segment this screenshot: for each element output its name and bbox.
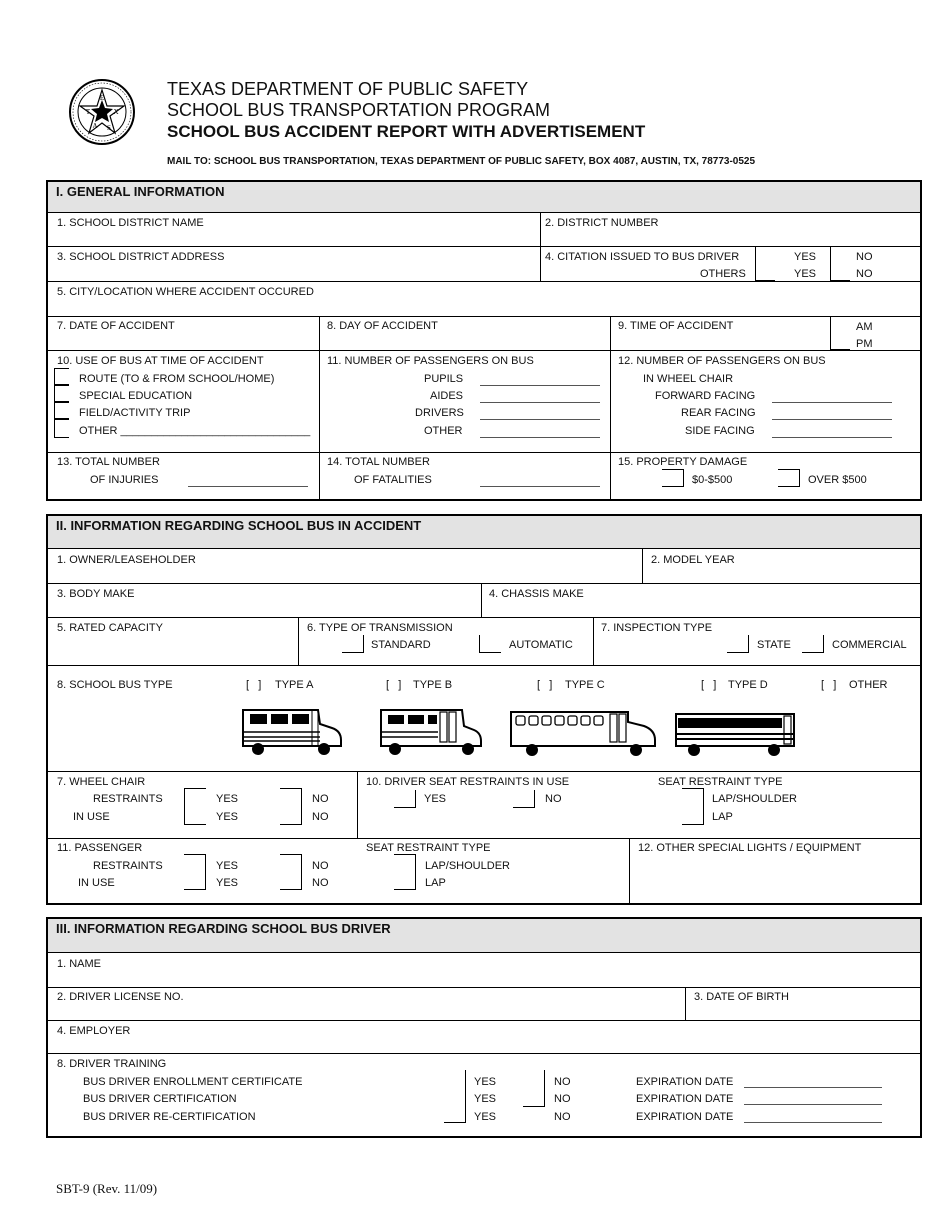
wheelchair-no-checkbox[interactable] [280, 788, 302, 825]
use-other-checkbox[interactable] [54, 419, 69, 438]
section-school-bus [46, 514, 922, 905]
no-label: NO [554, 1111, 571, 1123]
field-citation-issued: 4. CITATION ISSUED TO BUS DRIVER [545, 251, 740, 263]
use-special-education-checkbox[interactable] [54, 385, 69, 402]
field-date-of-accident[interactable]: 7. DATE OF ACCIDENT [57, 320, 175, 332]
passenger-no-checkbox[interactable] [280, 854, 302, 890]
seat-restraint-type-heading: SEAT RESTRAINT TYPE [366, 842, 491, 854]
restraints-label: RESTRAINTS [93, 793, 163, 805]
field-total-fatalities: 14. TOTAL NUMBER [327, 456, 430, 468]
field-wheelchair-passengers: 12. NUMBER OF PASSENGERS ON BUS [618, 355, 826, 367]
side-facing-input[interactable] [772, 437, 892, 438]
yes-label: YES [794, 268, 817, 280]
field-rated-capacity[interactable]: 5. RATED CAPACITY [57, 622, 163, 634]
bus-type-label: TYPE A [275, 679, 314, 691]
field-transmission: 6. TYPE OF TRANSMISSION [307, 622, 453, 634]
bus-type-label: TYPE B [413, 679, 453, 691]
no-label: NO [312, 793, 329, 805]
am-label: AM [856, 321, 873, 333]
driver-seat-no-checkbox[interactable] [513, 790, 535, 808]
wheelchair-subheading: IN WHEEL CHAIR [643, 373, 734, 385]
type-c-checkbox[interactable]: [ ] [537, 679, 553, 691]
expiration-label: EXPIRATION DATE [636, 1076, 734, 1088]
type-b-bus-image [378, 706, 484, 758]
use-option: FIELD/ACTIVITY TRIP [79, 407, 191, 419]
inspection-state-checkbox[interactable] [727, 635, 749, 653]
passenger-seat-type-checkbox[interactable] [394, 854, 416, 890]
inspection-commercial-checkbox[interactable] [802, 635, 824, 653]
type-a-bus-image [240, 706, 344, 758]
no-label: NO [312, 860, 329, 872]
yes-label: YES [216, 860, 239, 872]
use-field-trip-checkbox[interactable] [54, 402, 69, 419]
report-title: SCHOOL BUS ACCIDENT REPORT WITH ADVERTISEMENT [167, 122, 646, 141]
form-number: SBT-9 (Rev. 11/09) [56, 1181, 158, 1196]
pm-label: PM [856, 338, 873, 350]
lap-shoulder-label: LAP/SHOULDER [425, 860, 510, 872]
facing-label: SIDE FACING [685, 425, 755, 437]
field-passenger-restraints: 11. PASSENGER [57, 842, 143, 854]
field-chassis-make[interactable]: 4. CHASSIS MAKE [489, 588, 584, 600]
section-general-information [46, 180, 922, 501]
passenger-category: PUPILS [424, 373, 464, 385]
lap-label: LAP [712, 811, 733, 823]
facing-label: FORWARD FACING [655, 390, 756, 402]
yes-label: YES [794, 251, 817, 263]
injuries-sublabel: OF INJURIES [90, 474, 159, 486]
transmission-option: STANDARD [371, 639, 431, 651]
field-passengers-on-bus: 11. NUMBER OF PASSENGERS ON BUS [327, 355, 534, 367]
transmission-standard-checkbox[interactable] [342, 635, 364, 653]
training-no-checkbox[interactable] [523, 1070, 545, 1107]
seal-letter: X [113, 108, 119, 116]
field-model-year[interactable]: 2. MODEL YEAR [651, 554, 735, 566]
no-label: NO [312, 811, 329, 823]
field-use-of-bus: 10. USE OF BUS AT TIME OF ACCIDENT [57, 355, 264, 367]
field-body-make[interactable]: 3. BODY MAKE [57, 588, 135, 600]
expiration-date-input[interactable] [744, 1122, 882, 1123]
field-date-of-birth[interactable]: 3. DATE OF BIRTH [694, 991, 789, 1003]
section-title: I. GENERAL INFORMATION [56, 184, 225, 199]
pupils-input[interactable] [480, 385, 600, 386]
expiration-date-input[interactable] [744, 1104, 882, 1105]
expiration-date-input[interactable] [744, 1087, 882, 1088]
use-option: SPECIAL EDUCATION [79, 390, 193, 402]
damage-under-500-checkbox[interactable] [662, 469, 684, 487]
lap-label: LAP [425, 877, 446, 889]
fatalities-input[interactable] [480, 486, 600, 487]
in-use-label: IN USE [78, 877, 115, 889]
damage-option: $0-$500 [692, 474, 733, 486]
field-driver-seat-restraints: 10. DRIVER SEAT RESTRAINTS IN USE [366, 776, 570, 788]
type-d-bus-image [674, 710, 800, 758]
other-passengers-input[interactable] [480, 437, 600, 438]
section-title: III. INFORMATION REGARDING SCHOOL BUS DRIVER [56, 921, 391, 936]
training-item: BUS DRIVER ENROLLMENT CERTIFICATE [83, 1076, 303, 1088]
use-option-other[interactable]: OTHER _______________________________ [79, 425, 311, 437]
dps-seal [68, 78, 136, 146]
no-label: NO [554, 1093, 571, 1105]
field-property-damage: 15. PROPERTY DAMAGE [618, 456, 748, 468]
yes-label: YES [216, 811, 239, 823]
passenger-category: DRIVERS [415, 407, 464, 419]
seat-restraint-type-heading: SEAT RESTRAINT TYPE [658, 776, 783, 788]
yes-label: YES [424, 793, 447, 805]
field-wheelchair-restraints: 7. WHEEL CHAIR [57, 776, 146, 788]
no-label: NO [312, 877, 329, 889]
yes-label: YES [474, 1111, 497, 1123]
inspection-option: STATE [757, 639, 791, 651]
passenger-category: AIDES [430, 390, 464, 402]
section-header [48, 919, 920, 953]
no-label: NO [856, 268, 873, 280]
bus-type-label: TYPE C [565, 679, 605, 691]
bus-type-label: OTHER [849, 679, 888, 691]
field-school-district-name[interactable]: 1. SCHOOL DISTRICT NAME [57, 217, 204, 229]
damage-option: OVER $500 [808, 474, 867, 486]
use-option: ROUTE (TO & FROM SCHOOL/HOME) [79, 373, 275, 385]
passenger-category: OTHER [424, 425, 463, 437]
mail-to: MAIL TO: SCHOOL BUS TRANSPORTATION, TEXAS DEPARTMENT OF PUBLIC SAFETY, BOX 4087, AUSTIN, TX, 78773-0525 [167, 156, 756, 167]
seal-letter: E [99, 94, 105, 102]
citation-driver-no-checkbox[interactable] [830, 246, 850, 281]
injuries-input[interactable] [188, 486, 308, 487]
section-header [48, 516, 920, 549]
field-day-of-accident[interactable]: 8. DAY OF ACCIDENT [327, 320, 438, 332]
lap-shoulder-label: LAP/SHOULDER [712, 793, 797, 805]
section-header [48, 182, 920, 213]
field-driver-license[interactable]: 2. DRIVER LICENSE NO. [57, 991, 184, 1003]
forward-facing-input[interactable] [772, 402, 892, 403]
header-agency: TEXAS DEPARTMENT OF PUBLIC SAFETY [167, 79, 529, 99]
seal-letter: T [85, 108, 91, 116]
bus-type-label: TYPE D [728, 679, 768, 691]
field-driver-training: 8. DRIVER TRAINING [57, 1058, 167, 1070]
field-special-lights-equipment[interactable]: 12. OTHER SPECIAL LIGHTS / EQUIPMENT [638, 842, 862, 854]
field-driver-name[interactable]: 1. NAME [57, 958, 102, 970]
citation-others-label: OTHERS [700, 268, 746, 280]
yes-label: YES [474, 1093, 497, 1105]
no-label: NO [545, 793, 562, 805]
seal-letter: A [92, 122, 98, 130]
passenger-yes-checkbox[interactable] [184, 854, 206, 890]
yes-label: YES [474, 1076, 497, 1088]
type-c-bus-image [508, 708, 658, 760]
restraints-label: RESTRAINTS [93, 860, 163, 872]
header-program: SCHOOL BUS TRANSPORTATION PROGRAM [167, 100, 551, 120]
field-school-bus-type: 8. SCHOOL BUS TYPE [57, 679, 173, 691]
in-use-label: IN USE [73, 811, 110, 823]
driver-seat-type-checkbox[interactable] [682, 788, 704, 825]
training-item: BUS DRIVER RE-CERTIFICATION [83, 1111, 256, 1123]
field-employer[interactable]: 4. EMPLOYER [57, 1025, 131, 1037]
rear-facing-input[interactable] [772, 419, 892, 420]
type-d-checkbox[interactable]: [ ] [701, 679, 717, 691]
facing-label: REAR FACING [681, 407, 756, 419]
training-item: BUS DRIVER CERTIFICATION [83, 1093, 237, 1105]
field-total-injuries: 13. TOTAL NUMBER [57, 456, 160, 468]
other-type-checkbox[interactable]: [ ] [821, 679, 837, 691]
expiration-label: EXPIRATION DATE [636, 1111, 734, 1123]
training-yes-checkbox[interactable] [444, 1070, 466, 1123]
type-a-checkbox[interactable]: [ ] [246, 679, 262, 691]
yes-label: YES [216, 877, 239, 889]
section-bus-driver [46, 917, 922, 1138]
aides-input[interactable] [480, 402, 600, 403]
fatalities-sublabel: OF FATALITIES [354, 474, 432, 486]
field-school-district-address[interactable]: 3. SCHOOL DISTRICT ADDRESS [57, 251, 225, 263]
section-title: II. INFORMATION REGARDING SCHOOL BUS IN ACCIDENT [56, 518, 422, 533]
driver-seat-yes-checkbox[interactable] [394, 790, 416, 808]
field-time-of-accident[interactable]: 9. TIME OF ACCIDENT [618, 320, 734, 332]
expiration-label: EXPIRATION DATE [636, 1093, 734, 1105]
damage-over-500-checkbox[interactable] [778, 469, 800, 487]
citation-driver-yes-checkbox[interactable] [755, 246, 775, 281]
no-label: NO [554, 1076, 571, 1088]
transmission-option: AUTOMATIC [509, 639, 573, 651]
inspection-option: COMMERCIAL [832, 639, 907, 651]
field-district-number[interactable]: 2. DISTRICT NUMBER [545, 217, 659, 229]
field-accident-location[interactable]: 5. CITY/LOCATION WHERE ACCIDENT OCCURED [57, 286, 314, 298]
use-route-checkbox[interactable] [54, 368, 69, 385]
no-label: NO [856, 251, 873, 263]
transmission-automatic-checkbox[interactable] [479, 635, 501, 653]
time-ampm-checkbox[interactable] [830, 316, 850, 350]
field-owner-leaseholder[interactable]: 1. OWNER/LEASEHOLDER [57, 554, 196, 566]
wheelchair-yes-checkbox[interactable] [184, 788, 206, 825]
drivers-input[interactable] [480, 419, 600, 420]
type-b-checkbox[interactable]: [ ] [386, 679, 402, 691]
field-inspection-type: 7. INSPECTION TYPE [601, 622, 713, 634]
seal-letter: S [107, 124, 111, 132]
yes-label: YES [216, 793, 239, 805]
